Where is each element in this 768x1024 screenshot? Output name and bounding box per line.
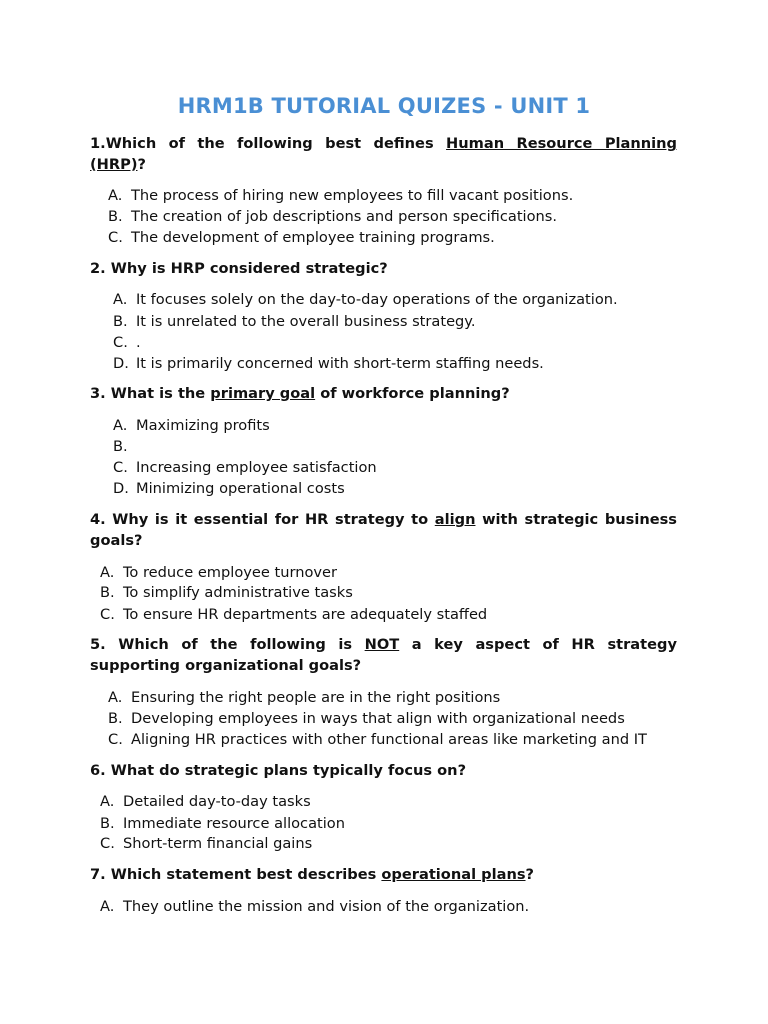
option-text: Developing employees in ways that align with organizational needs: [131, 710, 625, 727]
option-letter: A.: [100, 564, 115, 581]
option-letter: B.: [100, 815, 115, 832]
option-letter: D.: [113, 480, 129, 497]
question-1: [90, 133, 677, 175]
option-6b: [100, 813, 345, 834]
option-letter: C.: [100, 606, 115, 623]
option-text: Aligning HR practices with other functional areas like marketing and IT: [131, 731, 647, 748]
option-letter: D.: [113, 355, 129, 372]
option-1a: [108, 185, 573, 206]
question-3: [90, 383, 677, 404]
question-emphasis: operational plans: [381, 866, 526, 883]
option-4b: [100, 582, 353, 603]
option-2b: [113, 311, 476, 332]
option-text: The creation of job descriptions and person specifications.: [131, 208, 558, 225]
option-text: Maximizing profits: [136, 417, 270, 434]
option-4c: [100, 604, 487, 625]
option-text: It is primarily concerned with short-term staffing needs.: [136, 355, 544, 372]
option-letter: B.: [108, 208, 123, 225]
option-5a: [108, 687, 500, 708]
option-6a: [100, 791, 311, 812]
option-1c: [108, 227, 495, 248]
option-text: .: [136, 334, 141, 351]
question-text-end: with strategic business goals?: [90, 511, 677, 549]
option-2a: [113, 289, 618, 310]
question-text-end: ?: [137, 156, 146, 173]
option-text: Increasing employee satisfaction: [136, 459, 377, 476]
option-letter: A.: [113, 291, 128, 308]
option-6c: [100, 833, 312, 854]
option-letter: B.: [113, 438, 128, 455]
option-text: Immediate resource allocation: [123, 815, 345, 832]
option-2c: [113, 332, 141, 353]
option-text: It focuses solely on the day-to-day operations of the organization.: [136, 291, 618, 308]
option-text: The process of hiring new employees to fill vacant positions.: [131, 187, 574, 204]
option-4a: [100, 562, 337, 583]
option-3d: [113, 478, 345, 499]
option-text: The development of employee training programs.: [131, 229, 495, 246]
option-5b: [108, 708, 625, 729]
question-text-end: ?: [525, 866, 534, 883]
option-letter: A.: [100, 793, 115, 810]
question-5: [90, 634, 677, 676]
option-7a: [100, 896, 529, 917]
option-text: Detailed day-to-day tasks: [123, 793, 311, 810]
option-text: Ensuring the right people are in the right positions: [131, 689, 501, 706]
option-text: Minimizing operational costs: [136, 480, 345, 497]
question-emphasis: Human Resource Planning (HRP): [90, 135, 677, 173]
option-3c: [113, 457, 377, 478]
option-letter: B.: [108, 710, 123, 727]
question-text: 2. Why is HRP considered strategic?: [90, 260, 388, 277]
option-text: To reduce employee turnover: [123, 564, 337, 581]
option-letter: C.: [100, 835, 115, 852]
option-text: To simplify administrative tasks: [123, 584, 353, 601]
question-2: [90, 258, 677, 279]
question-emphasis: align: [434, 511, 476, 528]
option-letter: C.: [108, 731, 123, 748]
question-text: 1.Which of the following best defines: [90, 135, 447, 152]
question-emphasis: primary goal: [210, 385, 316, 402]
option-letter: A.: [108, 689, 123, 706]
option-2d: [113, 353, 544, 374]
option-1b: [108, 206, 557, 227]
option-text: To ensure HR departments are adequately staffed: [123, 606, 488, 623]
option-3a: [113, 415, 270, 436]
option-3b: [113, 436, 136, 457]
option-letter: A.: [113, 417, 128, 434]
question-4: [90, 509, 677, 551]
option-letter: C.: [113, 459, 128, 476]
option-letter: B.: [100, 584, 115, 601]
question-emphasis: NOT: [364, 636, 400, 653]
question-text: 4. Why is it essential for HR strategy to: [90, 511, 435, 528]
option-text: They outline the mission and vision of the organization.: [123, 898, 530, 915]
option-text: Short-term financial gains: [123, 835, 313, 852]
option-letter: A.: [108, 187, 123, 204]
question-text: 5. Which of the following is: [90, 636, 365, 653]
option-letter: C.: [113, 334, 128, 351]
question-text-end: of workforce planning?: [315, 385, 510, 402]
question-text: 6. What do strategic plans typically focus on?: [90, 762, 467, 779]
option-letter: A.: [100, 898, 115, 915]
question-text: 3. What is the: [90, 385, 211, 402]
question-text: 7. Which statement best describes: [90, 866, 382, 883]
document-title: HRM1B TUTORIAL QUIZES - UNIT 1: [177, 94, 591, 118]
option-letter: B.: [113, 313, 128, 330]
option-text: It is unrelated to the overall business strategy.: [136, 313, 476, 330]
option-letter: C.: [108, 229, 123, 246]
question-text-end: a key aspect of HR strategy supporting organizational goals?: [90, 636, 677, 674]
question-6: [90, 760, 677, 781]
option-5c: [108, 729, 647, 750]
question-7: [90, 864, 677, 885]
